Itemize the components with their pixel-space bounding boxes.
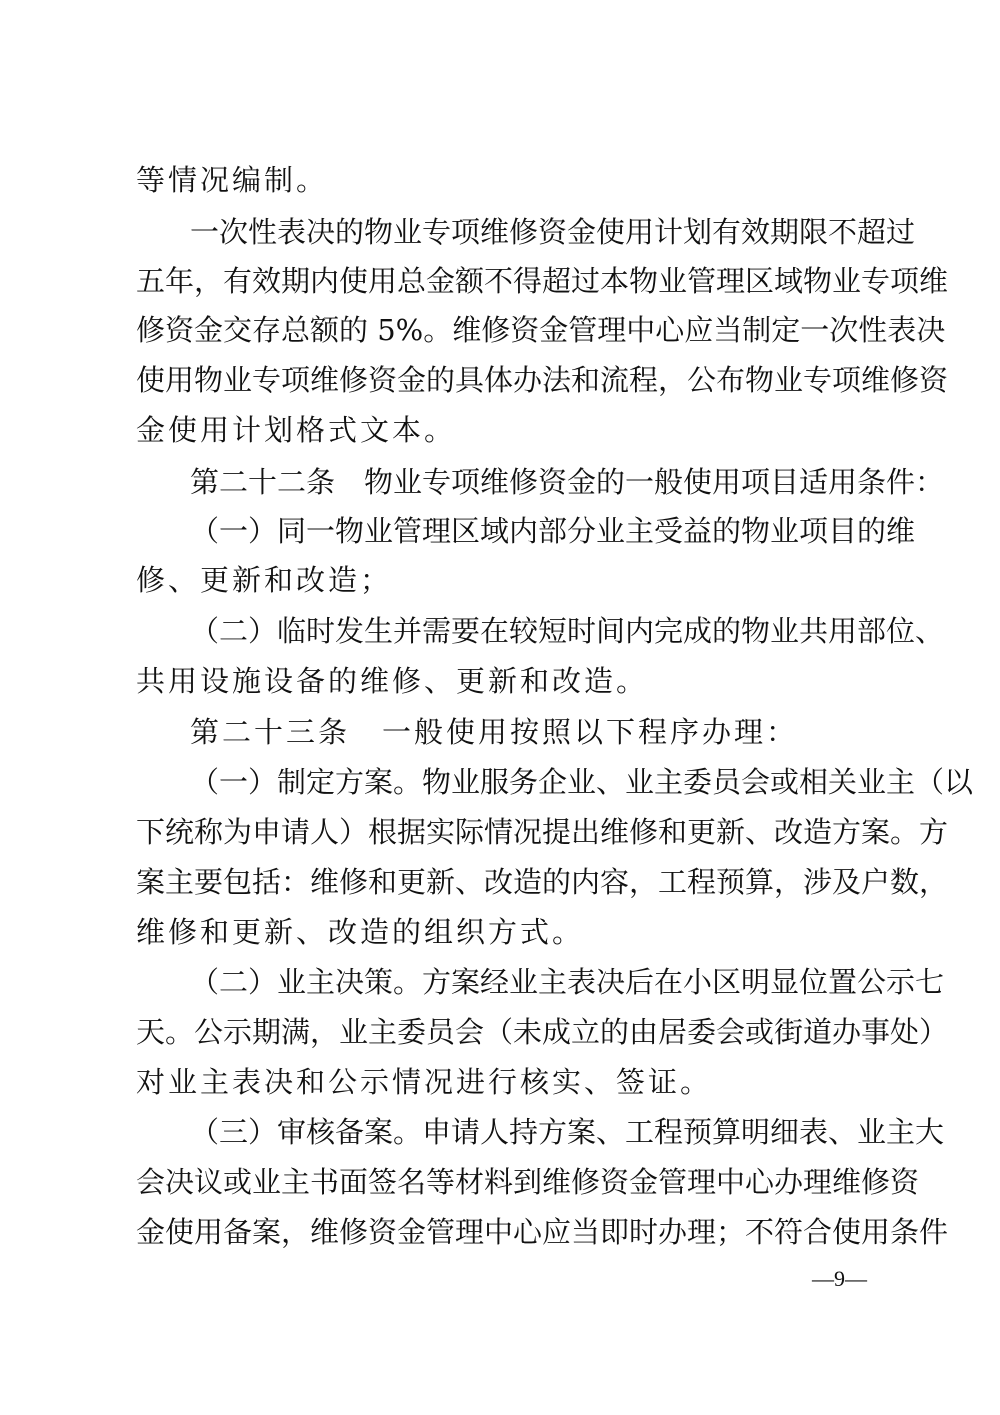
text-line: 金使用备案，维修资金管理中心应当即时办理；不符合使用条件 — [136, 1215, 949, 1249]
text-line: 天。公示期满，业主委员会（未成立的由居委会或街道办事处） — [136, 1015, 949, 1049]
article-22-heading: 第二十二条 物业专项维修资金的一般使用项目适用条件： — [190, 465, 945, 499]
text-line: （一）同一物业管理区域内部分业主受益的物业项目的维 — [190, 514, 916, 548]
text-line: 修资金交存总额的 5%。维修资金管理中心应当制定一次性表决 — [136, 313, 946, 347]
text-line: 会决议或业主书面签名等材料到维修资金管理中心办理维修资 — [136, 1165, 920, 1199]
text-line: 维修和更新、改造的组织方式。 — [136, 915, 585, 949]
text-line: 修、更新和改造； — [136, 563, 393, 597]
text-line: （二）临时发生并需要在较短时间内完成的物业共用部位、 — [190, 614, 945, 648]
text-line: 金使用计划格式文本。 — [136, 413, 457, 447]
page-number: —9— — [812, 1266, 867, 1291]
text-line: 等情况编制。 — [136, 163, 329, 197]
text-line: （一）制定方案。物业服务企业、业主委员会或相关业主（以 — [190, 765, 974, 799]
text-line: 一次性表决的物业专项维修资金使用计划有效期限不超过 — [190, 215, 916, 249]
text-line: 五年，有效期内使用总金额不得超过本物业管理区域物业专项维 — [136, 264, 949, 298]
text-line: 对业主表决和公示情况进行核实、签证。 — [136, 1065, 713, 1099]
text-line: 案主要包括：维修和更新、改造的内容，工程预算，涉及户数， — [136, 865, 949, 899]
text-line: （三）审核备案。申请人持方案、工程预算明细表、业主大 — [190, 1115, 945, 1149]
article-23-heading: 第二十三条 一般使用按照以下程序办理： — [190, 715, 799, 749]
text-line: 下统称为申请人）根据实际情况提出维修和更新、改造方案。方 — [136, 815, 949, 849]
text-line: 共用设施设备的维修、更新和改造。 — [136, 664, 649, 698]
text-line: 使用物业专项维修资金的具体办法和流程，公布物业专项维修资 — [136, 363, 949, 397]
text-line: （二）业主决策。方案经业主表决后在小区明显位置公示七 — [190, 965, 945, 999]
